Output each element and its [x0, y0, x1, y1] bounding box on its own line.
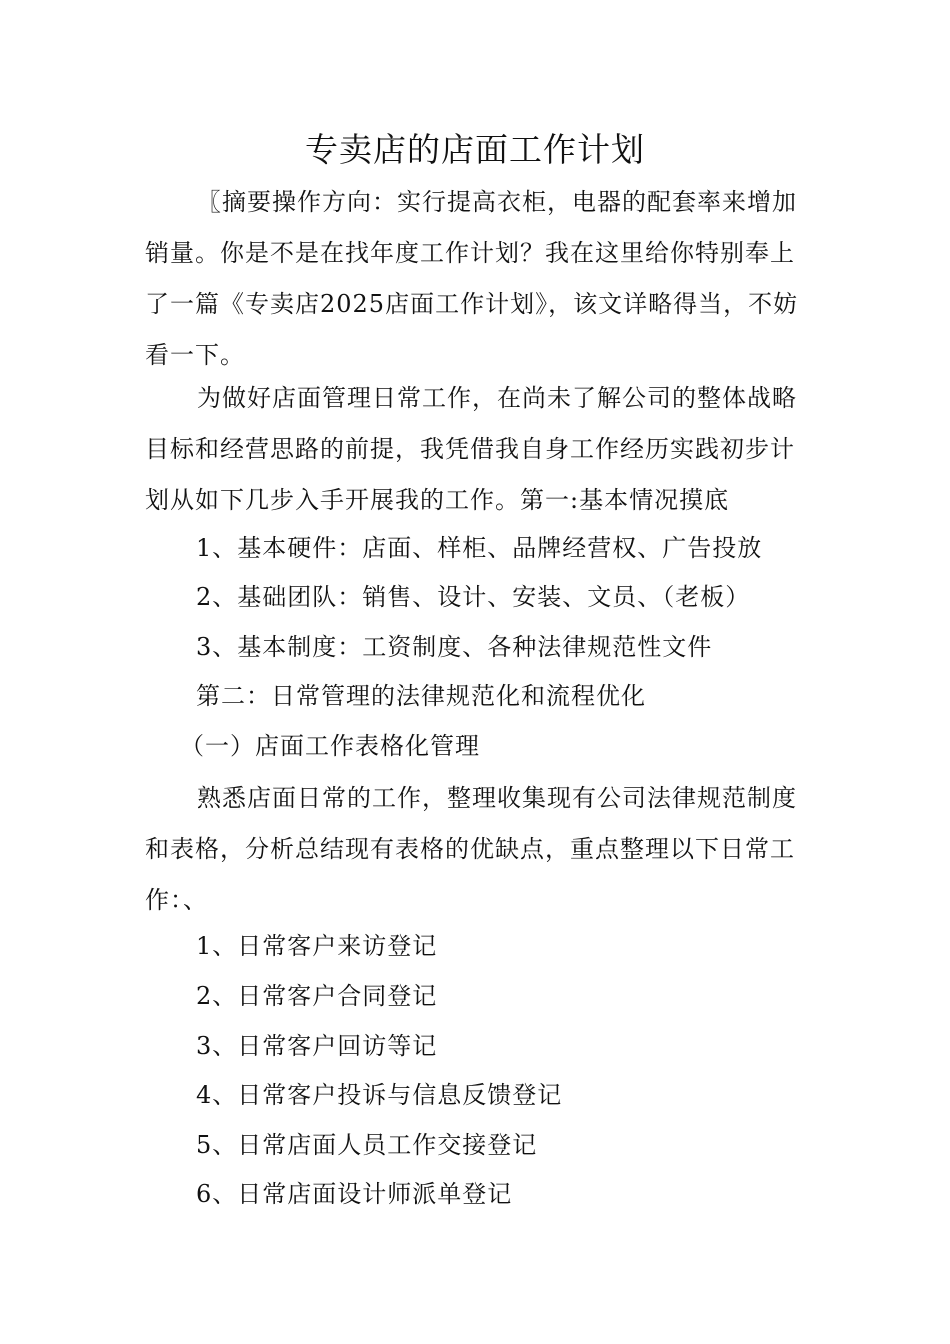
intro-paragraph: 〖摘要操作方向：实行提高衣柜，电器的配套率来增加销量。你是不是在找年度工作计划？我在这里给你特别奉上了一篇《专卖店2025店面工作计划》，该文详略得当，不妨看一下。: [145, 188, 799, 369]
paragraph-1: 为做好店面管理日常工作，在尚未了解公司的整体战略目标和经营思路的前提，我凭借我自身工作经历实践初步计划从如下几步入手开展我的工作。第一:基本情况摸底: [145, 384, 797, 514]
basics-item-2: 2、基础团队：销售、设计、安装、文员、（老板）: [196, 583, 751, 611]
daily-item-2: 2、日常客户合同登记: [196, 982, 438, 1010]
subsection-heading-1: （一）店面工作表格化管理: [180, 732, 480, 760]
document-title: 专卖店的店面工作计划: [305, 130, 645, 169]
daily-item-3: 3、日常客户回访等记: [196, 1032, 438, 1060]
daily-item-6: 6、日常店面设计师派单登记: [196, 1180, 513, 1208]
section-heading-2: 第二：日常管理的法律规范化和流程优化: [196, 682, 646, 710]
daily-item-1: 1、日常客户来访登记: [196, 932, 438, 960]
paragraph-2: 熟悉店面日常的工作，整理收集现有公司法律规范制度和表格，分析总结现有表格的优缺点，重点整理以下日常工作：、: [145, 784, 797, 914]
basics-item-3: 3、基本制度：工资制度、各种法律规范性文件: [196, 633, 713, 661]
daily-item-5: 5、日常店面人员工作交接登记: [196, 1131, 538, 1159]
daily-item-4: 4、日常客户投诉与信息反馈登记: [196, 1081, 563, 1109]
basics-item-1: 1、基本硬件：店面、样柜、品牌经营权、广告投放: [196, 534, 763, 562]
